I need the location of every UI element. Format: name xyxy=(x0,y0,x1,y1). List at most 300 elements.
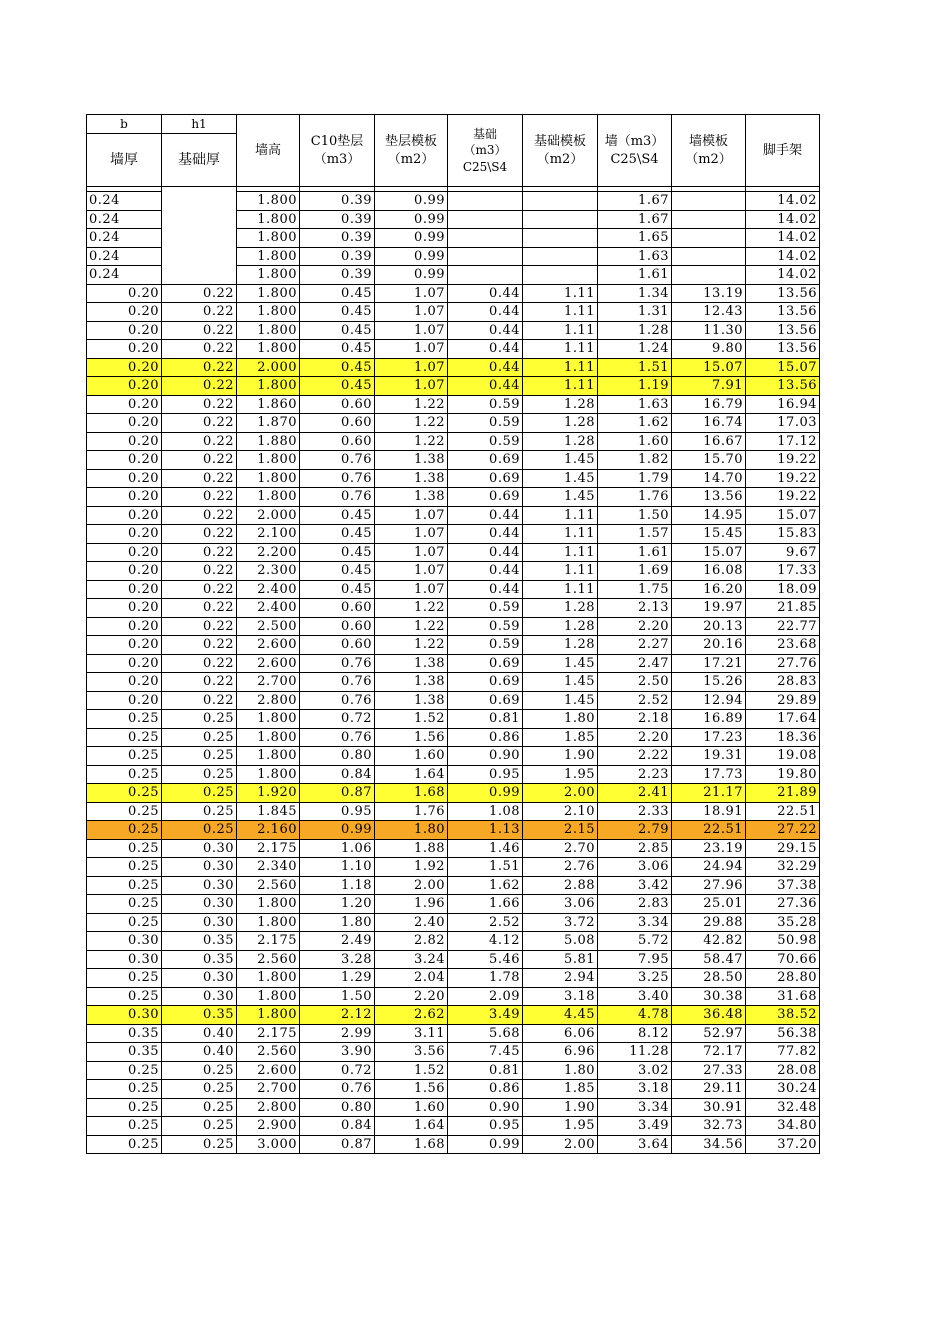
scaffold-cell: 14.02 xyxy=(746,266,820,285)
table-row xyxy=(87,284,820,303)
header-wall-height: 墙高 xyxy=(237,115,300,187)
wall-formwork-cell: 21.17 xyxy=(672,784,746,803)
foundation-thickness-cell: 0.40 xyxy=(162,1043,237,1062)
scaffold-cell: 77.82 xyxy=(746,1043,820,1062)
c10-cushion-cell: 1.50 xyxy=(300,987,375,1006)
wall-thickness-cell: 0.20 xyxy=(87,414,162,433)
scaffold-cell: 19.22 xyxy=(746,469,820,488)
foundation-thickness-cell: 0.30 xyxy=(162,858,237,877)
foundation-cell: 0.69 xyxy=(448,691,523,710)
foundation-formwork-cell: 2.00 xyxy=(523,1135,598,1154)
foundation-cell: 0.44 xyxy=(448,506,523,525)
wall-volume-cell: 2.18 xyxy=(598,710,672,729)
foundation-formwork-cell: 1.90 xyxy=(523,747,598,766)
header-cushion-formwork xyxy=(375,115,448,187)
c10-cushion-cell: 0.45 xyxy=(300,543,375,562)
scaffold-cell: 29.15 xyxy=(746,839,820,858)
foundation-cell: 0.69 xyxy=(448,654,523,673)
cushion-formwork-cell: 1.80 xyxy=(375,821,448,840)
table-row xyxy=(87,1061,820,1080)
wall-formwork-cell: 19.97 xyxy=(672,599,746,618)
foundation-thickness-cell: 0.22 xyxy=(162,580,237,599)
wall-volume-cell: 1.28 xyxy=(598,321,672,340)
wall-volume-cell: 1.31 xyxy=(598,303,672,322)
foundation-thickness-cell: 0.25 xyxy=(162,1098,237,1117)
foundation-cell xyxy=(448,266,523,285)
wall-thickness-cell: 0.20 xyxy=(87,654,162,673)
wall-thickness-cell: 0.20 xyxy=(87,506,162,525)
table-row xyxy=(87,710,820,729)
scaffold-cell: 30.24 xyxy=(746,1080,820,1099)
foundation-formwork-cell: 6.96 xyxy=(523,1043,598,1062)
scaffold-cell: 16.94 xyxy=(746,395,820,414)
foundation-formwork-cell: 2.76 xyxy=(523,858,598,877)
foundation-formwork-cell: 1.45 xyxy=(523,654,598,673)
wall-volume-cell: 2.79 xyxy=(598,821,672,840)
foundation-thickness-cell: 0.22 xyxy=(162,599,237,618)
foundation-cell: 0.81 xyxy=(448,1061,523,1080)
scaffold-cell: 13.56 xyxy=(746,284,820,303)
cushion-formwork-cell: 1.07 xyxy=(375,377,448,396)
header-wall-volume-line1: 墙（m3） xyxy=(604,133,665,149)
cushion-formwork-cell: 1.07 xyxy=(375,321,448,340)
c10-cushion-cell: 0.39 xyxy=(300,247,375,266)
foundation-formwork-cell: 1.11 xyxy=(523,580,598,599)
wall-formwork-cell xyxy=(672,247,746,266)
wall-volume-cell: 2.27 xyxy=(598,636,672,655)
wall-volume-cell: 3.18 xyxy=(598,1080,672,1099)
wall-height-cell: 1.800 xyxy=(237,451,300,470)
foundation-thickness-cell: 0.22 xyxy=(162,691,237,710)
wall-height-cell: 1.800 xyxy=(237,210,300,229)
foundation-cell: 1.46 xyxy=(448,839,523,858)
wall-height-cell: 1.800 xyxy=(237,229,300,248)
foundation-cell: 1.08 xyxy=(448,802,523,821)
foundation-formwork-cell: 1.11 xyxy=(523,506,598,525)
wall-volume-cell: 1.24 xyxy=(598,340,672,359)
wall-height-cell: 2.600 xyxy=(237,636,300,655)
scaffold-cell: 19.22 xyxy=(746,451,820,470)
foundation-thickness-cell: 0.35 xyxy=(162,1006,237,1025)
table-row xyxy=(87,765,820,784)
foundation-cell: 0.59 xyxy=(448,636,523,655)
wall-formwork-cell xyxy=(672,229,746,248)
scaffold-cell: 37.38 xyxy=(746,876,820,895)
table-row xyxy=(87,728,820,747)
table-row xyxy=(87,1080,820,1099)
wall-height-cell: 3.000 xyxy=(237,1135,300,1154)
wall-volume-cell: 2.20 xyxy=(598,617,672,636)
wall-thickness-cell: 0.25 xyxy=(87,1061,162,1080)
wall-formwork-cell: 14.95 xyxy=(672,506,746,525)
c10-cushion-cell: 0.45 xyxy=(300,303,375,322)
foundation-formwork-cell xyxy=(523,247,598,266)
foundation-cell: 4.12 xyxy=(448,932,523,951)
wall-volume-cell: 1.67 xyxy=(598,192,672,211)
scaffold-cell: 13.56 xyxy=(746,340,820,359)
foundation-thickness-cell: 0.25 xyxy=(162,802,237,821)
cushion-formwork-cell: 1.92 xyxy=(375,858,448,877)
wall-height-cell: 1.920 xyxy=(237,784,300,803)
wall-formwork-cell: 20.13 xyxy=(672,617,746,636)
wall-height-cell: 1.800 xyxy=(237,340,300,359)
wall-thickness-cell: 0.25 xyxy=(87,1135,162,1154)
scaffold-cell: 21.89 xyxy=(746,784,820,803)
table-row xyxy=(87,876,820,895)
wall-formwork-cell xyxy=(672,192,746,211)
cushion-formwork-cell: 0.99 xyxy=(375,229,448,248)
wall-height-cell: 1.800 xyxy=(237,728,300,747)
wall-formwork-cell: 16.74 xyxy=(672,414,746,433)
wall-volume-cell: 1.51 xyxy=(598,358,672,377)
scaffold-cell: 14.02 xyxy=(746,210,820,229)
scaffold-cell: 56.38 xyxy=(746,1024,820,1043)
wall-height-cell: 1.800 xyxy=(237,303,300,322)
c10-cushion-cell: 2.99 xyxy=(300,1024,375,1043)
wall-thickness-cell: 0.25 xyxy=(87,747,162,766)
wall-volume-cell: 3.64 xyxy=(598,1135,672,1154)
c10-cushion-cell: 0.99 xyxy=(300,821,375,840)
foundation-formwork-cell: 1.11 xyxy=(523,358,598,377)
cushion-formwork-cell: 1.07 xyxy=(375,340,448,359)
scaffold-cell: 14.02 xyxy=(746,192,820,211)
wall-height-cell: 2.175 xyxy=(237,839,300,858)
wall-height-cell: 2.160 xyxy=(237,821,300,840)
foundation-cell: 0.90 xyxy=(448,747,523,766)
foundation-thickness-cell: 0.30 xyxy=(162,969,237,988)
c10-cushion-cell: 0.76 xyxy=(300,1080,375,1099)
wall-thickness-cell: 0.25 xyxy=(87,876,162,895)
cushion-formwork-cell: 1.07 xyxy=(375,562,448,581)
cushion-formwork-cell: 2.62 xyxy=(375,1006,448,1025)
header-foundation-line3: C25\S4 xyxy=(462,159,508,174)
table-row xyxy=(87,784,820,803)
scaffold-cell: 32.29 xyxy=(746,858,820,877)
c10-cushion-cell: 0.45 xyxy=(300,358,375,377)
cushion-formwork-cell: 1.38 xyxy=(375,469,448,488)
foundation-thickness-cell: 0.22 xyxy=(162,543,237,562)
foundation-cell: 1.78 xyxy=(448,969,523,988)
foundation-cell: 5.68 xyxy=(448,1024,523,1043)
foundation-cell: 0.44 xyxy=(448,321,523,340)
wall-formwork-cell: 16.08 xyxy=(672,562,746,581)
wall-formwork-cell: 17.21 xyxy=(672,654,746,673)
wall-height-cell: 1.800 xyxy=(237,1006,300,1025)
wall-formwork-cell: 29.88 xyxy=(672,913,746,932)
table-row xyxy=(87,1135,820,1154)
foundation-cell: 0.44 xyxy=(448,340,523,359)
cushion-formwork-cell: 1.07 xyxy=(375,303,448,322)
foundation-formwork-cell xyxy=(523,192,598,211)
wall-height-cell: 1.800 xyxy=(237,987,300,1006)
c10-cushion-cell: 0.60 xyxy=(300,617,375,636)
foundation-cell: 0.99 xyxy=(448,1135,523,1154)
foundation-formwork-cell: 6.06 xyxy=(523,1024,598,1043)
wall-thickness-cell: 0.20 xyxy=(87,432,162,451)
scaffold-cell: 32.48 xyxy=(746,1098,820,1117)
header-wall-form-line2: （m2） xyxy=(685,151,732,167)
foundation-formwork-cell: 1.28 xyxy=(523,432,598,451)
wall-thickness-cell: 0.20 xyxy=(87,451,162,470)
wall-formwork-cell: 19.31 xyxy=(672,747,746,766)
wall-height-cell: 2.500 xyxy=(237,617,300,636)
foundation-formwork-cell: 1.11 xyxy=(523,377,598,396)
wall-height-cell: 1.800 xyxy=(237,284,300,303)
wall-volume-cell: 3.49 xyxy=(598,1117,672,1136)
cushion-formwork-cell: 1.22 xyxy=(375,414,448,433)
wall-thickness-cell: 0.20 xyxy=(87,636,162,655)
wall-volume-cell: 2.33 xyxy=(598,802,672,821)
table-row xyxy=(87,488,820,507)
merged-blank-cell xyxy=(162,187,237,285)
cushion-formwork-cell: 1.52 xyxy=(375,710,448,729)
wall-height-cell: 1.845 xyxy=(237,802,300,821)
foundation-cell: 1.51 xyxy=(448,858,523,877)
cushion-formwork-cell: 1.38 xyxy=(375,654,448,673)
wall-volume-cell: 3.42 xyxy=(598,876,672,895)
cushion-formwork-cell: 1.76 xyxy=(375,802,448,821)
wall-volume-cell: 1.82 xyxy=(598,451,672,470)
scaffold-cell: 17.03 xyxy=(746,414,820,433)
cushion-formwork-cell: 1.88 xyxy=(375,839,448,858)
scaffold-cell: 18.36 xyxy=(746,728,820,747)
foundation-cell xyxy=(448,192,523,211)
foundation-thickness-cell: 0.22 xyxy=(162,617,237,636)
wall-height-cell: 1.800 xyxy=(237,488,300,507)
wall-height-cell: 2.000 xyxy=(237,506,300,525)
wall-thickness-cell: 0.20 xyxy=(87,395,162,414)
wall-volume-cell: 2.13 xyxy=(598,599,672,618)
foundation-thickness-cell: 0.22 xyxy=(162,506,237,525)
foundation-cell: 0.95 xyxy=(448,1117,523,1136)
foundation-cell: 0.59 xyxy=(448,599,523,618)
scaffold-cell: 23.68 xyxy=(746,636,820,655)
foundation-formwork-cell: 2.88 xyxy=(523,876,598,895)
wall-volume-cell: 3.34 xyxy=(598,913,672,932)
foundation-cell: 2.09 xyxy=(448,987,523,1006)
c10-cushion-cell: 0.60 xyxy=(300,395,375,414)
foundation-cell: 1.66 xyxy=(448,895,523,914)
c10-cushion-cell: 0.76 xyxy=(300,673,375,692)
foundation-thickness-cell: 0.25 xyxy=(162,728,237,747)
foundation-thickness-cell: 0.30 xyxy=(162,913,237,932)
wall-height-cell: 2.800 xyxy=(237,691,300,710)
foundation-thickness-cell: 0.22 xyxy=(162,284,237,303)
wall-formwork-cell: 72.17 xyxy=(672,1043,746,1062)
header-foundation-line1: 基础 xyxy=(472,127,497,142)
foundation-thickness-cell: 0.25 xyxy=(162,1061,237,1080)
foundation-thickness-cell: 0.25 xyxy=(162,784,237,803)
wall-formwork-cell: 20.16 xyxy=(672,636,746,655)
wall-height-cell: 1.800 xyxy=(237,710,300,729)
scaffold-cell: 22.51 xyxy=(746,802,820,821)
wall-formwork-cell: 22.51 xyxy=(672,821,746,840)
c10-cushion-cell: 0.60 xyxy=(300,432,375,451)
scaffold-cell: 14.02 xyxy=(746,247,820,266)
wall-thickness-cell: 0.24 xyxy=(87,192,162,211)
wall-formwork-cell: 30.38 xyxy=(672,987,746,1006)
c10-cushion-cell: 0.45 xyxy=(300,284,375,303)
header-foundation-formwork xyxy=(523,115,598,187)
wall-formwork-cell: 27.33 xyxy=(672,1061,746,1080)
foundation-cell: 0.44 xyxy=(448,543,523,562)
foundation-formwork-cell: 1.80 xyxy=(523,710,598,729)
wall-formwork-cell: 16.89 xyxy=(672,710,746,729)
header-c10-line2: （m3） xyxy=(313,151,361,167)
wall-formwork-cell: 9.80 xyxy=(672,340,746,359)
wall-height-cell: 2.200 xyxy=(237,543,300,562)
wall-thickness-cell: 0.25 xyxy=(87,1098,162,1117)
wall-thickness-cell: 0.35 xyxy=(87,1024,162,1043)
wall-thickness-cell: 0.25 xyxy=(87,969,162,988)
c10-cushion-cell: 0.60 xyxy=(300,414,375,433)
table-row xyxy=(87,451,820,470)
foundation-thickness-cell: 0.40 xyxy=(162,1024,237,1043)
c10-cushion-cell: 0.45 xyxy=(300,377,375,396)
table-row xyxy=(87,506,820,525)
header-foundation xyxy=(448,115,523,187)
wall-formwork-cell: 32.73 xyxy=(672,1117,746,1136)
table-row xyxy=(87,839,820,858)
foundation-formwork-cell: 1.11 xyxy=(523,340,598,359)
header-wall-form-line1: 墙模板 xyxy=(688,133,728,149)
foundation-cell: 0.99 xyxy=(448,784,523,803)
cushion-formwork-cell: 1.52 xyxy=(375,1061,448,1080)
foundation-formwork-cell xyxy=(523,229,598,248)
foundation-thickness-cell: 0.25 xyxy=(162,747,237,766)
header-scaffold: 脚手架 xyxy=(746,115,820,187)
wall-formwork-cell: 30.91 xyxy=(672,1098,746,1117)
foundation-cell: 0.44 xyxy=(448,284,523,303)
foundation-formwork-cell: 1.28 xyxy=(523,414,598,433)
table-row xyxy=(87,1117,820,1136)
foundation-formwork-cell: 2.94 xyxy=(523,969,598,988)
scaffold-cell: 27.36 xyxy=(746,895,820,914)
header-foundation-thickness: 基础厚 xyxy=(162,134,237,187)
header-cushion-form-line2: （m2） xyxy=(387,151,435,167)
c10-cushion-cell: 1.29 xyxy=(300,969,375,988)
c10-cushion-cell: 0.72 xyxy=(300,1061,375,1080)
cushion-formwork-cell: 2.00 xyxy=(375,876,448,895)
table-row xyxy=(87,858,820,877)
wall-thickness-cell: 0.20 xyxy=(87,488,162,507)
c10-cushion-cell: 0.60 xyxy=(300,636,375,655)
foundation-thickness-cell: 0.22 xyxy=(162,673,237,692)
wall-height-cell: 2.700 xyxy=(237,1080,300,1099)
scaffold-cell: 19.80 xyxy=(746,765,820,784)
foundation-thickness-cell: 0.22 xyxy=(162,636,237,655)
cushion-formwork-cell: 1.60 xyxy=(375,747,448,766)
wall-height-cell: 1.800 xyxy=(237,747,300,766)
scaffold-cell: 15.83 xyxy=(746,525,820,544)
foundation-cell: 0.86 xyxy=(448,1080,523,1099)
c10-cushion-cell: 1.10 xyxy=(300,858,375,877)
wall-volume-cell: 7.95 xyxy=(598,950,672,969)
wall-volume-cell: 1.69 xyxy=(598,562,672,581)
foundation-formwork-cell: 1.45 xyxy=(523,488,598,507)
scaffold-cell: 27.22 xyxy=(746,821,820,840)
wall-height-cell: 2.560 xyxy=(237,950,300,969)
wall-thickness-cell: 0.24 xyxy=(87,229,162,248)
wall-formwork-cell: 13.19 xyxy=(672,284,746,303)
table-row xyxy=(87,525,820,544)
wall-volume-cell: 2.83 xyxy=(598,895,672,914)
wall-thickness-cell: 0.25 xyxy=(87,1117,162,1136)
cushion-formwork-cell: 0.99 xyxy=(375,210,448,229)
table-row xyxy=(87,562,820,581)
cushion-formwork-cell: 1.38 xyxy=(375,451,448,470)
foundation-cell: 0.69 xyxy=(448,469,523,488)
foundation-thickness-cell: 0.25 xyxy=(162,1080,237,1099)
header-wall-thickness: 墙厚 xyxy=(87,134,162,187)
wall-thickness-cell: 0.30 xyxy=(87,932,162,951)
table-row xyxy=(87,969,820,988)
wall-thickness-cell: 0.25 xyxy=(87,913,162,932)
cushion-formwork-cell: 0.99 xyxy=(375,247,448,266)
header-symbol-h1: h1 xyxy=(162,115,237,134)
foundation-thickness-cell: 0.22 xyxy=(162,377,237,396)
foundation-formwork-cell: 1.85 xyxy=(523,1080,598,1099)
wall-volume-cell: 1.34 xyxy=(598,284,672,303)
header-cushion-form-line1: 垫层模板 xyxy=(384,133,437,149)
foundation-cell: 0.59 xyxy=(448,617,523,636)
wall-volume-cell: 1.61 xyxy=(598,266,672,285)
wall-height-cell: 2.900 xyxy=(237,1117,300,1136)
wall-height-cell: 1.800 xyxy=(237,266,300,285)
wall-volume-cell: 1.63 xyxy=(598,395,672,414)
scaffold-cell: 29.89 xyxy=(746,691,820,710)
c10-cushion-cell: 0.87 xyxy=(300,784,375,803)
wall-height-cell: 1.800 xyxy=(237,895,300,914)
cushion-formwork-cell: 1.22 xyxy=(375,599,448,618)
cushion-formwork-cell: 1.07 xyxy=(375,506,448,525)
wall-formwork-cell: 11.30 xyxy=(672,321,746,340)
foundation-formwork-cell: 1.28 xyxy=(523,395,598,414)
wall-thickness-cell: 0.25 xyxy=(87,858,162,877)
foundation-cell: 0.90 xyxy=(448,1098,523,1117)
c10-cushion-cell: 1.18 xyxy=(300,876,375,895)
wall-volume-cell: 3.06 xyxy=(598,858,672,877)
wall-formwork-cell: 34.56 xyxy=(672,1135,746,1154)
foundation-formwork-cell: 1.28 xyxy=(523,636,598,655)
header-wall-volume xyxy=(598,115,672,187)
wall-formwork-cell: 24.94 xyxy=(672,858,746,877)
table-row xyxy=(87,395,820,414)
c10-cushion-cell: 3.90 xyxy=(300,1043,375,1062)
scaffold-cell: 31.68 xyxy=(746,987,820,1006)
foundation-thickness-cell: 0.25 xyxy=(162,710,237,729)
foundation-thickness-cell: 0.25 xyxy=(162,765,237,784)
foundation-cell: 0.81 xyxy=(448,710,523,729)
foundation-cell xyxy=(448,247,523,266)
c10-cushion-cell: 0.76 xyxy=(300,488,375,507)
table-row xyxy=(87,673,820,692)
foundation-thickness-cell: 0.30 xyxy=(162,839,237,858)
wall-formwork-cell: 16.79 xyxy=(672,395,746,414)
foundation-formwork-cell: 1.28 xyxy=(523,617,598,636)
foundation-thickness-cell: 0.35 xyxy=(162,950,237,969)
foundation-formwork-cell: 1.95 xyxy=(523,1117,598,1136)
table-row xyxy=(87,469,820,488)
cushion-formwork-cell: 0.99 xyxy=(375,266,448,285)
foundation-cell xyxy=(448,229,523,248)
wall-formwork-cell: 28.50 xyxy=(672,969,746,988)
wall-height-cell: 2.000 xyxy=(237,358,300,377)
c10-cushion-cell: 0.45 xyxy=(300,321,375,340)
wall-formwork-cell: 15.26 xyxy=(672,673,746,692)
scaffold-cell: 15.07 xyxy=(746,506,820,525)
foundation-thickness-cell: 0.22 xyxy=(162,469,237,488)
